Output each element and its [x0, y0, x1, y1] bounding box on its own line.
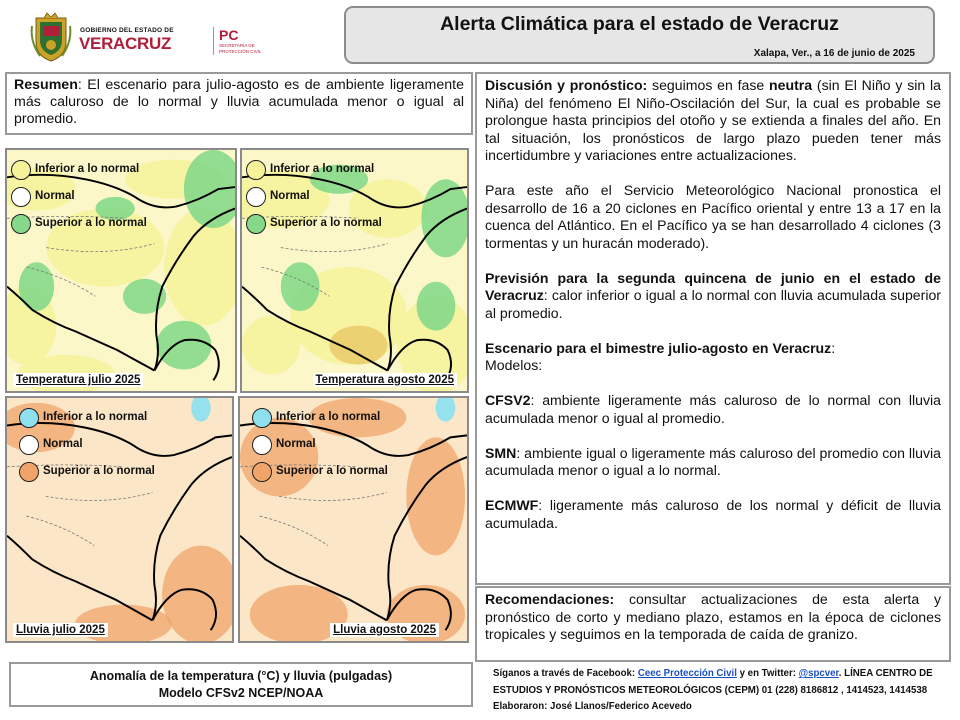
legend-inferior-swatch: [252, 408, 272, 428]
legend-superior-label: Superior a lo normal: [276, 465, 388, 477]
contact-text-2: y en Twitter:: [736, 668, 799, 679]
model-ecmwf-paragraph: [485, 497, 941, 532]
logo-estado-text: VERACRUZ: [79, 34, 172, 53]
legend-superior-swatch: [252, 462, 272, 482]
legend-superior-label: Superior a lo normal: [35, 217, 147, 229]
contact-text-1: Síganos a través de Facebook:: [493, 668, 638, 679]
facebook-link[interactable]: Ceec Protección Civil: [637, 668, 737, 679]
resumen-panel: [5, 72, 473, 135]
legend-superior-label: Superior a lo normal: [43, 465, 155, 477]
discusion-text-2: (sin El Niño y sin la Niña) del fenómeno El Niño-Oscilación del Sur, la cual es probable se prolongue hasta principios del otoño y se extienda a finales del año. En tal situación, los pronósticos de largo plazo pueden tener más incertidumbre y variaciones entre actualizaciones.: [485, 77, 942, 163]
issue-date: Xalapa, Ver., a 16 de junio de 2025: [753, 48, 915, 59]
logo-pc-text: PC: [219, 27, 239, 43]
escenario-label: Escenario para el bimestre julio-agosto en Veracruz: [485, 339, 832, 356]
title-banner: [344, 6, 935, 64]
model-smn-paragraph: [485, 445, 941, 480]
prevision-paragraph: [485, 270, 941, 323]
model-name: SMN: [485, 444, 517, 461]
discussion-panel: [475, 72, 951, 585]
neutra-text: neutra: [769, 77, 813, 93]
legend-inferior-swatch: [246, 160, 266, 180]
map-lluvia-agosto: [238, 396, 469, 643]
model-text: : ambiente ligeramente más caluroso de lo normal con lluvia acumulada menor o igual al promedio.: [485, 392, 941, 426]
legend-inferior-label: Inferior a lo normal: [43, 411, 148, 423]
map-title-label: Lluvia julio 2025: [13, 623, 108, 637]
discusion-label: Discusión y pronóstico:: [485, 77, 648, 93]
legend-superior-swatch: [19, 462, 39, 482]
recomendaciones-text: consultar actualizaciones de esta alerta y pronóstico de corto y mediano plazo, estamos en la época de ciclones tropicales y seguimos en la temporada de caída de granizo.: [485, 591, 941, 642]
resumen-text: : El escenario para julio-agosto es de ambiente ligeramente más caluroso de lo normal y lluvia acumulada menor o igual al promedio.: [14, 77, 464, 127]
contact-footer: [493, 666, 948, 716]
maps-caption: [9, 662, 473, 707]
map-graphic: [7, 150, 235, 391]
legend-normal-swatch: [19, 435, 39, 455]
map-title-label: Temperatura agosto 2025: [313, 373, 457, 387]
caption-line-2: Modelo CFSv2 NCEP/NOAA: [158, 686, 324, 700]
logo-gobierno-text: GOBIERNO DEL ESTADO DE: [80, 27, 174, 34]
prevision-label: Previsión para la segunda quincena de junio en el estado de Veracruz: [485, 269, 941, 303]
discusion-text-1: seguimos en fase: [647, 77, 770, 93]
legend-superior-swatch: [246, 214, 266, 234]
map-graphic: [7, 398, 232, 641]
map-title-label: Lluvia agosto 2025: [330, 623, 439, 637]
page-title: Alerta Climática para el estado de Veracruz: [440, 13, 839, 35]
model-text: : ambiente igual o ligeramente más caluroso del promedio con lluvia acumulada menor o igual a lo normal.: [485, 444, 941, 478]
map-temperatura-julio: [5, 148, 237, 393]
veracruz-seal-icon: [30, 12, 72, 62]
legend-normal-label: Normal: [43, 438, 83, 450]
recomendaciones-panel: [475, 586, 951, 662]
legend-normal-label: Normal: [276, 438, 316, 450]
map-graphic: [242, 150, 467, 391]
map-temperatura-agosto: [240, 148, 469, 393]
recomendaciones-label: Recomendaciones:: [485, 591, 615, 607]
contact-text-3: . LÍNEA CENTRO DE ESTUDIOS Y PRONÓSTICOS METEOROLÓGICOS (CEPM) 01 (228) 8186812 , 1414523, 1414538 Elaboraron: José Llanos/Federico Acevedo: [493, 668, 933, 712]
legend-normal-swatch: [11, 187, 31, 207]
legend-normal-swatch: [246, 187, 266, 207]
legend-inferior-swatch: [19, 408, 39, 428]
caption-line-1: Anomalía de la temperatura (°C) y lluvia (pulgadas): [89, 669, 393, 683]
model-cfsv2-paragraph: [485, 392, 941, 427]
legend-inferior-swatch: [11, 160, 31, 180]
prevision-text: : calor inferior o igual a lo normal con lluvia acumulada superior al promedio.: [485, 287, 941, 321]
map-title-label: Temperatura julio 2025: [13, 373, 143, 387]
escenario-colon: :: [831, 339, 836, 356]
legend-superior-swatch: [11, 214, 31, 234]
modelos-text: Modelos:: [485, 357, 543, 373]
legend-superior-label: Superior a lo normal: [270, 217, 382, 229]
legend-normal-label: Normal: [35, 190, 75, 202]
logo-pc-subtitle: SECRETARÍA DE PROTECCIÓN CIVIL: [219, 43, 262, 54]
government-logo: [30, 12, 262, 64]
legend-normal-label: Normal: [270, 190, 310, 202]
legend-normal-swatch: [252, 435, 272, 455]
twitter-link[interactable]: @spcver: [798, 668, 839, 679]
legend-inferior-label: Inferior a lo normal: [35, 163, 140, 175]
escenario-paragraph: [485, 340, 941, 375]
model-name: CFSV2: [485, 392, 531, 408]
resumen-label: Resumen: [14, 77, 78, 93]
ciclones-paragraph: Para este año el Servicio Meteorológico Nacional pronostica el desarrollo de 16 a 20 ciclones en Pacífico oriental y entre 13 a 17 en la cuenca del Atlántico. En el Pacífico ya se han desarrollado 4 ciclones (3 tormentas y un huracán moderado).: [485, 182, 941, 251]
logo-divider: [213, 27, 214, 55]
map-graphic: [240, 398, 467, 641]
model-text: : ligeramente más caluroso de los normal y déficit de lluvia acumulada.: [485, 497, 941, 531]
legend-inferior-label: Inferior a lo normal: [276, 411, 381, 423]
discusion-paragraph: [485, 77, 941, 165]
map-lluvia-julio: [5, 396, 234, 643]
model-name: ECMWF: [485, 497, 539, 513]
legend-inferior-label: Inferior a lo normal: [270, 163, 375, 175]
